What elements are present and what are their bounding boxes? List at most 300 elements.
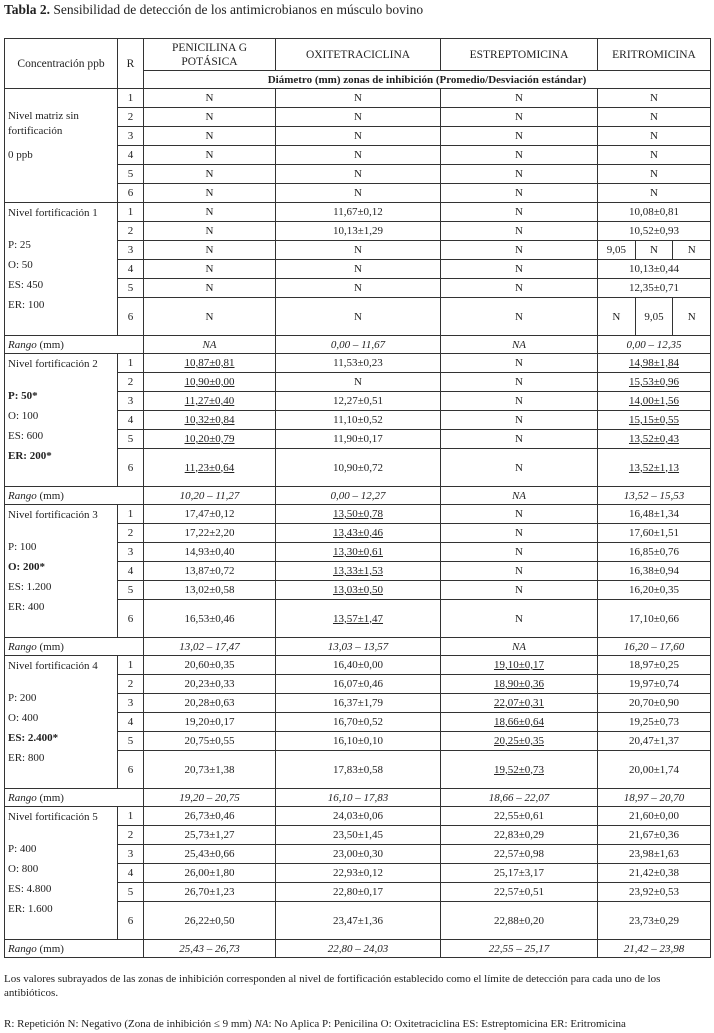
- table-title: Sensibilidad de detección de los antimicrobianos en músculo bovino: [50, 2, 424, 17]
- inhibition-value: N: [354, 187, 362, 199]
- range-value: 13,02 – 17,47: [144, 638, 276, 656]
- repetition-cell: 1: [118, 807, 144, 826]
- value-cell: [276, 146, 441, 165]
- value-cell: [598, 373, 711, 392]
- repetition-cell: 1: [118, 203, 144, 222]
- inhibition-value: 10,20±0,79: [184, 433, 235, 445]
- level-label: Nivel fortificación 2: [8, 358, 98, 370]
- value-cell: [276, 260, 441, 279]
- inhibition-value: N: [205, 225, 214, 237]
- inhibition-value: 10,13±1,29: [332, 225, 384, 237]
- value-cell: [441, 656, 598, 675]
- range-value: NA: [441, 336, 598, 354]
- range-row: [5, 336, 711, 354]
- inhibition-value: 13,02±0,58: [184, 584, 235, 596]
- concentration-cell: [5, 807, 118, 940]
- value-cell: [144, 675, 276, 694]
- value-cell: [441, 260, 598, 279]
- value-cell: [276, 430, 441, 449]
- value-cell: [598, 807, 711, 826]
- repetition-cell: 6: [118, 449, 144, 487]
- inhibition-value: 26,70±1,23: [184, 886, 235, 898]
- inhibition-value: 16,20±0,35: [628, 584, 680, 596]
- concentration-line: P: 200: [8, 692, 37, 704]
- range-value: 0,00 – 12,35: [598, 336, 711, 354]
- inhibition-value: N: [515, 395, 523, 407]
- concentration-lines: [8, 839, 114, 919]
- value-cell: [276, 298, 441, 336]
- inhibition-value: 10,13±0,44: [628, 263, 680, 275]
- inhibition-value: 19,10±0,17: [493, 659, 545, 671]
- concentration-line: O: 400: [8, 712, 39, 724]
- concentration-line: ER: 200*: [8, 450, 52, 462]
- value-cell: [441, 411, 598, 430]
- range-value: 22,55 – 25,17: [441, 940, 598, 958]
- concentration-cell: [5, 505, 118, 638]
- inhibition-value: 13,03±0,50: [332, 584, 384, 596]
- table-row: [5, 807, 711, 826]
- inhibition-value: 10,32±0,84: [184, 414, 235, 426]
- inhibition-value: 13,52±1,13: [628, 461, 680, 474]
- header-penicilina: PENICILINA G POTÁSICA: [144, 39, 276, 71]
- repetition-cell: 6: [118, 184, 144, 203]
- header-eritromicina: ERITROMICINA: [598, 39, 711, 71]
- inhibition-value: 22,57±0,51: [493, 886, 545, 898]
- inhibition-value: 22,55±0,61: [493, 810, 545, 822]
- inhibition-value: 12,27±0,51: [332, 395, 384, 407]
- inhibition-value: 20,23±0,33: [184, 678, 235, 690]
- inhibition-value: 16,53±0,46: [184, 612, 235, 625]
- value-cell: [441, 562, 598, 581]
- inhibition-value: 25,73±1,27: [184, 829, 235, 841]
- concentration-line: ES: 2.400*: [8, 732, 59, 744]
- underline-note: Los valores subrayados de las zonas de inhibición corresponden al nivel de fortificación establecido como el límite de detección para cada uno de los antibióticos.: [4, 973, 661, 999]
- value-cell: [441, 675, 598, 694]
- value-cell: [441, 146, 598, 165]
- inhibition-value: 20,25±0,35: [493, 735, 545, 747]
- inhibition-value: N: [205, 130, 214, 142]
- value-cell: [598, 675, 711, 694]
- range-value: 18,66 – 22,07: [441, 789, 598, 807]
- value-cell: [441, 902, 598, 940]
- sensitivity-table: [4, 38, 711, 958]
- value-cell: [144, 883, 276, 902]
- value-cell: [441, 505, 598, 524]
- value-cell: [144, 241, 276, 260]
- inhibition-value: 21,60±0,00: [628, 810, 680, 822]
- concentration-line: P: 25: [8, 239, 31, 251]
- value-cell: [144, 751, 276, 789]
- value-cell: [441, 203, 598, 222]
- value-cell: [598, 260, 711, 279]
- concentration-line: P: 50*: [8, 390, 38, 402]
- inhibition-value: 11,27±0,40: [184, 395, 235, 407]
- value-cell: [144, 373, 276, 392]
- range-label: [5, 789, 144, 807]
- value-cell: [276, 751, 441, 789]
- inhibition-value: 14,93±0,40: [184, 546, 235, 558]
- repetition-cell: 6: [118, 902, 144, 940]
- range-row: [5, 789, 711, 807]
- value-cell: [441, 89, 598, 108]
- inhibition-value: N: [354, 376, 362, 388]
- repetition-cell: 3: [118, 694, 144, 713]
- sub-value: 9,05: [606, 244, 626, 256]
- inhibition-value: 19,97±0,74: [628, 678, 680, 690]
- value-cell: [276, 845, 441, 864]
- value-cell: [144, 524, 276, 543]
- inhibition-value: N: [205, 244, 214, 256]
- value-cell: [144, 430, 276, 449]
- inhibition-value: N: [515, 187, 523, 199]
- inhibition-value: 10,87±0,81: [184, 357, 235, 369]
- value-cell: [598, 713, 711, 732]
- concentration-cell: [5, 354, 118, 487]
- range-label-unit: (mm): [36, 942, 64, 955]
- concentration-line: ER: 800: [8, 752, 45, 764]
- value-cell: [598, 845, 711, 864]
- inhibition-value: 19,20±0,17: [184, 716, 235, 728]
- inhibition-value: N: [650, 187, 658, 199]
- concentration-line: ES: 1.200: [8, 581, 52, 593]
- inhibition-value: N: [205, 282, 214, 294]
- inhibition-value: 11,10±0,52: [333, 414, 383, 426]
- range-label-unit: (mm): [36, 791, 64, 804]
- value-cell: [441, 127, 598, 146]
- value-cell: [144, 165, 276, 184]
- value-cell: [276, 656, 441, 675]
- inhibition-value: 14,98±1,84: [628, 357, 680, 369]
- inhibition-value: 25,43±0,66: [184, 848, 235, 860]
- repetition-cell: 4: [118, 562, 144, 581]
- concentration-line: ES: 600: [8, 430, 44, 442]
- inhibition-value: 20,73±1,38: [184, 763, 235, 776]
- inhibition-value: 23,00±0,30: [332, 848, 384, 860]
- split-values: [598, 241, 710, 259]
- inhibition-value: 20,47±1,37: [628, 735, 680, 747]
- inhibition-value: 22,57±0,98: [493, 848, 545, 860]
- inhibition-value: 12,35±0,71: [628, 282, 680, 294]
- table-row: [5, 505, 711, 524]
- inhibition-value: 20,70±0,90: [628, 697, 680, 709]
- concentration-cell: [5, 203, 118, 336]
- value-cell: [598, 562, 711, 581]
- value-cell: [441, 354, 598, 373]
- inhibition-value: N: [515, 244, 523, 256]
- inhibition-value: 23,73±0,29: [628, 914, 680, 927]
- inhibition-value: N: [650, 168, 658, 180]
- inhibition-value: 19,25±0,73: [628, 716, 680, 728]
- repetition-cell: 3: [118, 845, 144, 864]
- value-cell: [598, 184, 711, 203]
- value-cell: [598, 864, 711, 883]
- inhibition-value: 20,60±0,35: [184, 659, 235, 671]
- inhibition-value: N: [515, 508, 523, 520]
- value-cell: [144, 713, 276, 732]
- inhibition-value: N: [205, 263, 214, 275]
- value-cell: [598, 543, 711, 562]
- inhibition-value: 22,88±0,20: [493, 914, 545, 927]
- value-cell: [144, 392, 276, 411]
- value-cell: [598, 241, 711, 260]
- value-cell: [144, 902, 276, 940]
- inhibition-value: N: [515, 584, 523, 596]
- value-cell: [598, 89, 711, 108]
- value-cell: [441, 165, 598, 184]
- range-label-italic: Rango: [8, 640, 37, 653]
- value-cell: [144, 449, 276, 487]
- repetition-cell: 4: [118, 146, 144, 165]
- inhibition-value: N: [515, 149, 523, 161]
- value-cell: [144, 108, 276, 127]
- range-value: 16,10 – 17,83: [276, 789, 441, 807]
- value-cell: [144, 411, 276, 430]
- value-cell: [144, 222, 276, 241]
- sub-value: N: [672, 241, 710, 259]
- value-cell: [598, 732, 711, 751]
- repetition-cell: 6: [118, 600, 144, 638]
- concentration-cell: [5, 89, 118, 203]
- inhibition-value: 18,90±0,36: [493, 678, 545, 690]
- concentration-line: ER: 100: [8, 299, 45, 311]
- concentration-line: ER: 1.600: [8, 903, 53, 915]
- repetition-cell: 5: [118, 732, 144, 751]
- range-value: 22,80 – 24,03: [276, 940, 441, 958]
- value-cell: [441, 600, 598, 638]
- repetition-cell: 6: [118, 751, 144, 789]
- concentration-lines: [8, 688, 114, 768]
- value-cell: [598, 600, 711, 638]
- header-concentration: Concentración ppb: [5, 39, 118, 89]
- value-cell: [144, 581, 276, 600]
- value-cell: [441, 581, 598, 600]
- value-cell: [441, 279, 598, 298]
- concentration-cell: [5, 656, 118, 789]
- value-cell: [441, 732, 598, 751]
- repetition-cell: 4: [118, 713, 144, 732]
- value-cell: [144, 807, 276, 826]
- sub-value: N: [612, 310, 621, 323]
- inhibition-value: 25,17±3,17: [493, 867, 545, 879]
- split-values: [598, 298, 710, 335]
- inhibition-value: 13,30±0,61: [332, 546, 384, 558]
- range-label: [5, 638, 144, 656]
- repetition-cell: 3: [118, 543, 144, 562]
- repetition-cell: 5: [118, 883, 144, 902]
- inhibition-value: N: [515, 612, 523, 625]
- inhibition-value: 15,53±0,96: [628, 376, 680, 388]
- inhibition-value: N: [354, 92, 362, 104]
- range-label-unit: (mm): [36, 489, 64, 502]
- range-value: 13,52 – 15,53: [598, 487, 711, 505]
- table-body: [5, 89, 711, 958]
- value-cell: [598, 222, 711, 241]
- value-cell: [598, 392, 711, 411]
- repetition-cell: 2: [118, 222, 144, 241]
- range-value: 16,20 – 17,60: [598, 638, 711, 656]
- inhibition-value: 17,83±0,58: [332, 763, 384, 776]
- inhibition-value: N: [354, 310, 362, 323]
- value-cell: [441, 694, 598, 713]
- inhibition-value: 10,08±0,81: [628, 206, 680, 218]
- range-row: [5, 638, 711, 656]
- inhibition-value: N: [515, 92, 523, 104]
- value-cell: [276, 600, 441, 638]
- table-number: Tabla 2.: [4, 2, 51, 17]
- table-row: [5, 89, 711, 108]
- value-cell: [276, 127, 441, 146]
- inhibition-value: 16,85±0,76: [628, 546, 680, 558]
- range-label-unit: (mm): [36, 338, 64, 351]
- inhibition-value: 22,07±0,31: [493, 697, 545, 709]
- value-cell: [598, 751, 711, 789]
- inhibition-value: 16,70±0,52: [332, 716, 384, 728]
- inhibition-value: 13,43±0,46: [332, 527, 384, 539]
- value-cell: [276, 581, 441, 600]
- value-cell: [144, 298, 276, 336]
- value-cell: [441, 751, 598, 789]
- inhibition-value: N: [515, 130, 523, 142]
- value-cell: [144, 562, 276, 581]
- sub-value: N: [672, 298, 710, 335]
- inhibition-value: N: [515, 376, 523, 388]
- table-row: [5, 203, 711, 222]
- value-cell: [144, 89, 276, 108]
- inhibition-value: N: [650, 111, 658, 123]
- value-cell: [276, 675, 441, 694]
- repetition-cell: 2: [118, 826, 144, 845]
- value-cell: [441, 184, 598, 203]
- value-cell: [276, 108, 441, 127]
- inhibition-value: 16,37±1,79: [332, 697, 384, 709]
- value-cell: [144, 146, 276, 165]
- value-cell: [598, 430, 711, 449]
- value-cell: [598, 127, 711, 146]
- header-subheader: Diámetro (mm) zonas de inhibición (Promedio/Desviación estándar): [144, 71, 711, 89]
- inhibition-value: 20,75±0,55: [184, 735, 235, 747]
- inhibition-value: 11,90±0,17: [333, 433, 383, 445]
- inhibition-value: N: [515, 168, 523, 180]
- value-cell: [276, 373, 441, 392]
- value-cell: [598, 524, 711, 543]
- range-value: 13,03 – 13,57: [276, 638, 441, 656]
- value-cell: [276, 562, 441, 581]
- inhibition-value: 21,42±0,38: [628, 867, 680, 879]
- concentration-lines: [8, 235, 114, 315]
- concentration-line: ER: 400: [8, 601, 45, 613]
- inhibition-value: 22,83±0,29: [493, 829, 545, 841]
- inhibition-value: 17,60±1,51: [628, 527, 680, 539]
- table-caption: [4, 2, 423, 18]
- repetition-cell: 3: [118, 392, 144, 411]
- inhibition-value: N: [205, 187, 214, 199]
- range-value: NA: [144, 336, 276, 354]
- repetition-cell: 4: [118, 260, 144, 279]
- inhibition-value: 23,50±1,45: [332, 829, 384, 841]
- inhibition-value: 13,33±1,53: [332, 565, 384, 577]
- value-cell: [598, 581, 711, 600]
- value-cell: [598, 656, 711, 675]
- range-value: 0,00 – 12,27: [276, 487, 441, 505]
- value-cell: [276, 89, 441, 108]
- value-cell: [598, 826, 711, 845]
- inhibition-value: 22,93±0,12: [332, 867, 384, 879]
- repetition-cell: 5: [118, 430, 144, 449]
- value-cell: [276, 883, 441, 902]
- value-cell: [144, 864, 276, 883]
- concentration-line: ES: 450: [8, 279, 44, 291]
- inhibition-value: 13,52±0,43: [628, 433, 680, 445]
- inhibition-value: N: [515, 565, 523, 577]
- value-cell: [144, 732, 276, 751]
- value-cell: [441, 392, 598, 411]
- legend-part: R: Repetición N: Negativo (Zona de inhibición ≤ 9 mm): [4, 1018, 255, 1030]
- inhibition-value: N: [205, 111, 214, 123]
- inhibition-value: 10,90±0,00: [184, 376, 235, 388]
- value-cell: [144, 845, 276, 864]
- inhibition-value: N: [515, 206, 523, 218]
- value-cell: [144, 260, 276, 279]
- concentration-line: O: 800: [8, 863, 39, 875]
- value-cell: [144, 543, 276, 562]
- inhibition-value: 14,00±1,56: [628, 395, 680, 407]
- concentration-line: O: 200*: [8, 561, 45, 573]
- range-label-italic: Rango: [8, 791, 37, 804]
- range-value: 25,43 – 26,73: [144, 940, 276, 958]
- value-cell: [276, 807, 441, 826]
- value-cell: [441, 883, 598, 902]
- repetition-cell: 1: [118, 656, 144, 675]
- value-cell: [598, 165, 711, 184]
- inhibition-value: N: [515, 461, 523, 474]
- range-value: 10,20 – 11,27: [144, 487, 276, 505]
- inhibition-value: 15,15±0,55: [628, 414, 680, 426]
- value-cell: [441, 524, 598, 543]
- range-value: 21,42 – 23,98: [598, 940, 711, 958]
- inhibition-value: N: [354, 149, 362, 161]
- inhibition-value: 17,47±0,12: [184, 508, 235, 520]
- range-label: [5, 940, 144, 958]
- inhibition-value: 16,48±1,34: [628, 508, 680, 520]
- inhibition-value: N: [515, 263, 523, 275]
- range-label: [5, 487, 144, 505]
- inhibition-value: 13,57±1,47: [332, 612, 384, 625]
- table-row: [5, 354, 711, 373]
- repetition-cell: 2: [118, 108, 144, 127]
- value-cell: [276, 864, 441, 883]
- repetition-cell: 5: [118, 581, 144, 600]
- inhibition-value: 16,38±0,94: [628, 565, 680, 577]
- level-label: Nivel fortificación 5: [8, 811, 98, 823]
- value-cell: [276, 411, 441, 430]
- value-cell: [276, 505, 441, 524]
- inhibition-value: N: [515, 414, 523, 426]
- inhibition-value: N: [205, 206, 214, 218]
- value-cell: [276, 826, 441, 845]
- value-cell: [144, 826, 276, 845]
- inhibition-value: N: [205, 168, 214, 180]
- repetition-cell: 2: [118, 373, 144, 392]
- value-cell: [598, 883, 711, 902]
- value-cell: [276, 713, 441, 732]
- repetition-cell: 2: [118, 675, 144, 694]
- value-cell: [276, 241, 441, 260]
- value-cell: [144, 203, 276, 222]
- value-cell: [276, 222, 441, 241]
- concentration-line: O: 100: [8, 410, 39, 422]
- value-cell: [441, 826, 598, 845]
- value-cell: [441, 713, 598, 732]
